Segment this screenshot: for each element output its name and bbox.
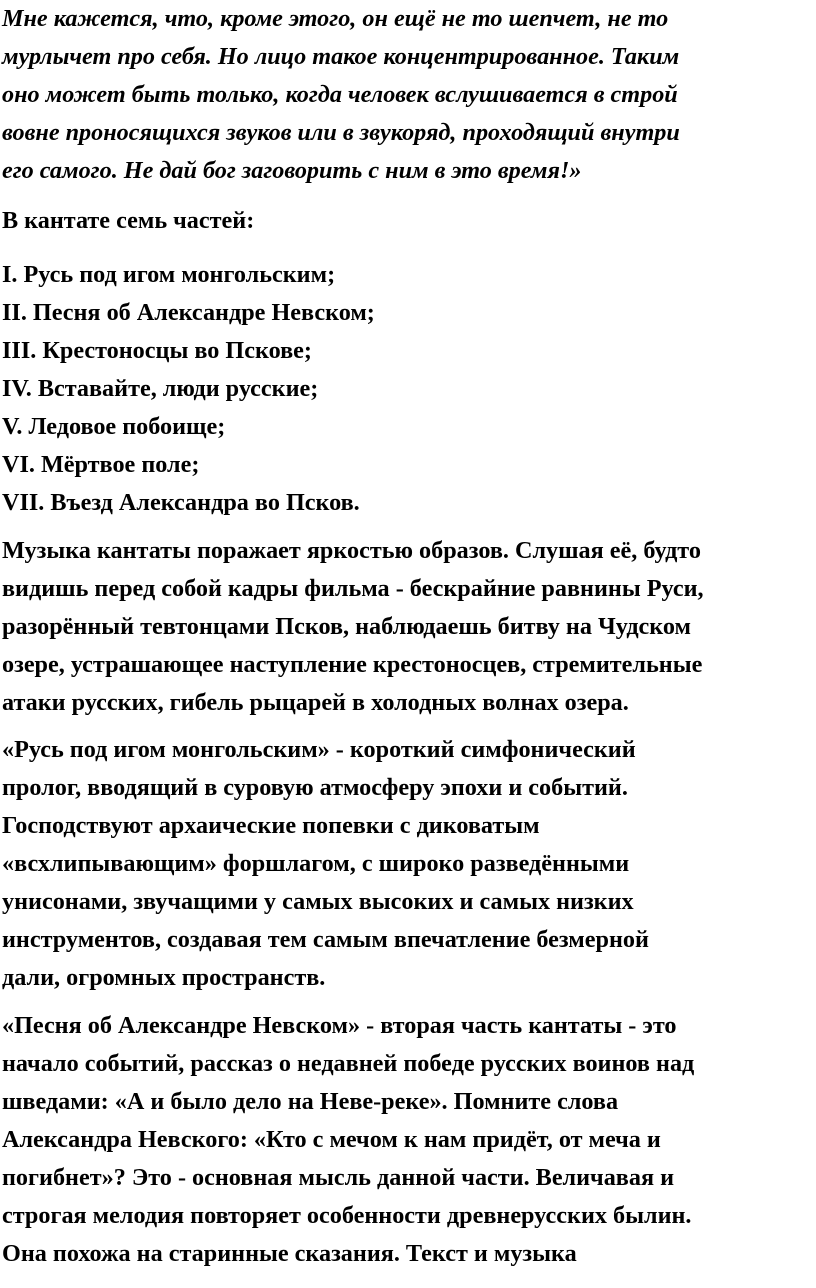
paragraph-line: погибнет»? Это - основная мысль данной части. Величавая и [2,1164,675,1191]
list-item: III. Крестоносцы во Пскове; [2,337,312,364]
paragraph-line: дали, огромных пространств. [2,964,326,991]
quote-line: оно может быть только, когда человек вслушивается в строй [2,81,678,108]
paragraph-line: Музыка кантаты поражает яркостью образов. Слушая её, будто [2,537,701,564]
paragraph-part-two [2,1007,694,1273]
paragraph-line: «Русь под игом монгольским» - короткий симфонический [2,736,636,763]
intro-line: В кантате семь частей: [2,207,255,234]
list-item: VII. Въезд Александра во Псков. [2,489,360,516]
parts-list [2,256,375,522]
paragraph-music-imagery [2,532,704,722]
paragraph-line: видишь перед собой кадры фильма - бескрайние равнины Руси, [2,575,704,602]
paragraph-line: шведами: «А и было дело на Неве-реке». Помните слова [2,1088,619,1115]
paragraph-line: атаки русских, гибель рыцарей в холодных волнах озера. [2,689,629,716]
paragraph-line: Александра Невского: «Кто с мечом к нам придёт, от меча и [2,1126,661,1153]
paragraph-line: пролог, вводящий в суровую атмосферу эпохи и событий. [2,774,628,801]
paragraph-line: унисонами, звучащими у самых высоких и самых низких [2,888,634,915]
list-item: V. Ледовое побоище; [2,413,226,440]
list-item: IV. Вставайте, люди русские; [2,375,319,402]
list-item: VI. Мёртвое поле; [2,451,200,478]
paragraph-line: инструментов, создавая тем самым впечатление безмерной [2,926,649,953]
quote-line: Мне кажется, что, кроме этого, он ещё не то шепчет, не то [2,5,669,32]
paragraph-line: разорённый тевтонцами Псков, наблюдаешь битву на Чудском [2,613,692,640]
quote-paragraph [2,0,680,190]
list-item: II. Песня об Александре Невском; [2,299,375,326]
quote-line: его самого. Не дай бог заговорить с ним в это время!» [2,157,582,184]
quote-line: мурлычет про себя. Но лицо такое концентрированное. Таким [2,43,680,70]
list-item: I. Русь под игом монгольским; [2,261,336,288]
paragraph-part-one [2,731,649,997]
paragraph-line: «всхлипывающим» форшлагом, с широко разведёнными [2,850,630,877]
paragraph-line: «Песня об Александре Невском» - вторая часть кантаты - это [2,1012,677,1039]
paragraph-line: начало событий, рассказ о недавней победе русских воинов над [2,1050,695,1077]
quote-line: вовне проносящихся звуков или в звукоряд, проходящий внутри [2,119,680,146]
paragraph-line: озере, устрашающее наступление крестоносцев, стремительные [2,651,703,678]
paragraph-line: Она похожа на старинные сказания. Текст и музыка [2,1240,577,1267]
paragraph-line: Господствуют архаические попевки с диковатым [2,812,540,839]
intro-paragraph [2,202,254,240]
paragraph-line: строгая мелодия повторяет особенности древнерусских былин. [2,1202,692,1229]
